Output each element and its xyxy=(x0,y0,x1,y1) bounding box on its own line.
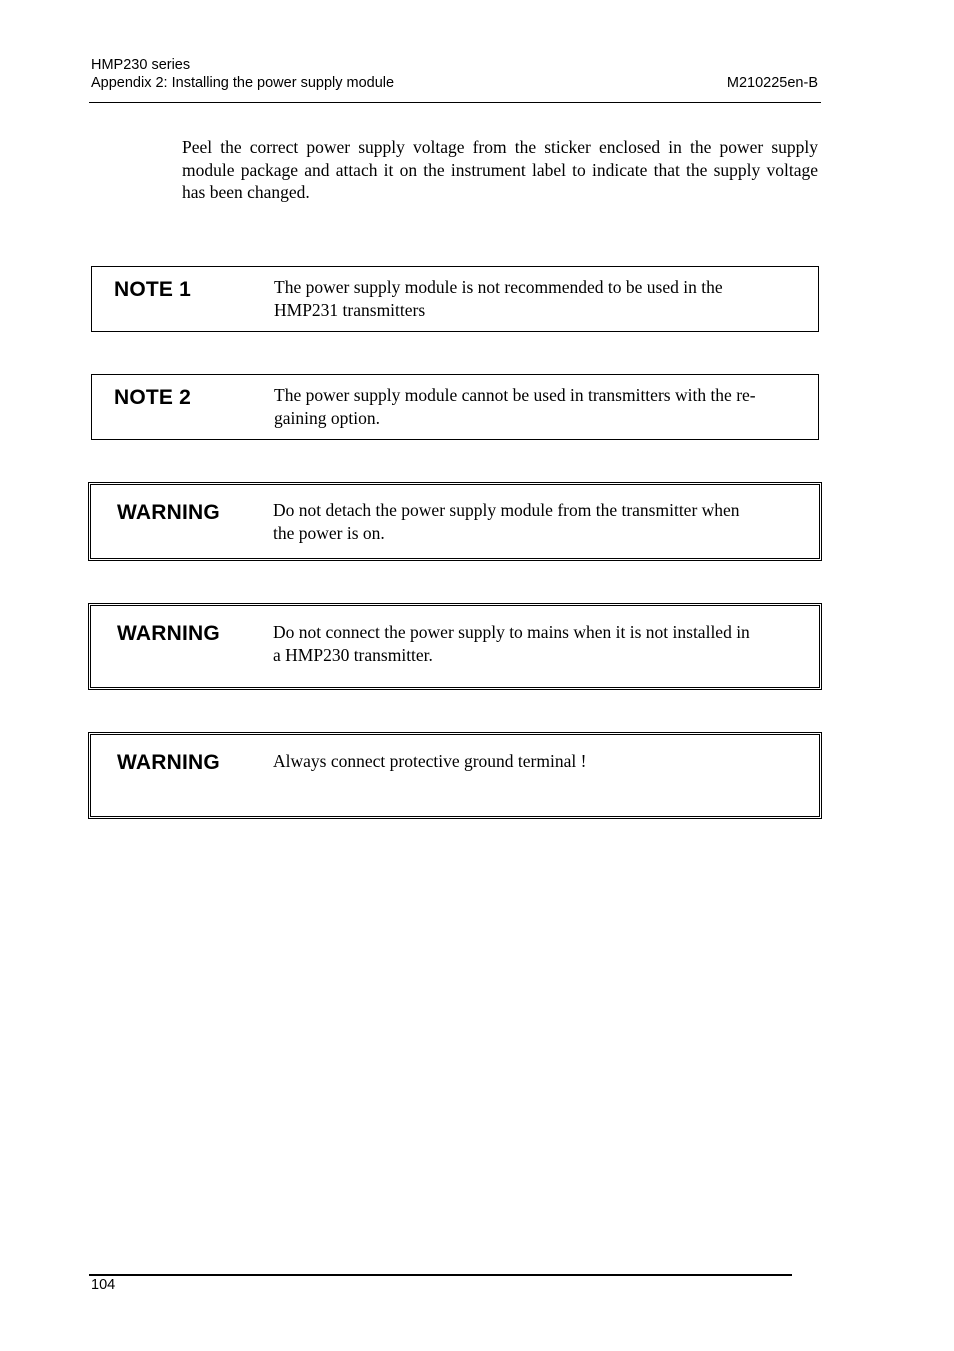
warning-box-2 xyxy=(88,603,822,690)
footer-divider xyxy=(89,1274,792,1276)
warning-text xyxy=(273,499,740,544)
warning-text-line: Do not detach the power supply module from the transmitter when xyxy=(273,500,740,520)
warning-box-1 xyxy=(88,482,822,561)
header-section-title: Appendix 2: Installing the power supply module xyxy=(91,75,395,91)
page-number: 104 xyxy=(91,1277,116,1293)
warning-text-line: a HMP230 transmitter. xyxy=(273,644,433,665)
note-box-2 xyxy=(91,374,819,440)
note-label: NOTE 2 xyxy=(114,386,192,409)
warning-label: WARNING xyxy=(117,501,220,524)
note-text xyxy=(274,276,723,321)
note-label: NOTE 1 xyxy=(114,278,192,301)
note-text-line: HMP231 transmitters xyxy=(274,299,426,320)
intro-paragraph: Peel the correct power supply voltage from the sticker enclosed in the power supply module package and attach it on the instrument label to indicate that the supply voltage has been changed. xyxy=(182,137,818,202)
warning-text-line: Always connect protective ground terminal ! xyxy=(273,751,587,771)
warning-text xyxy=(273,750,586,773)
note-text xyxy=(274,384,756,429)
header-document-code: M210225en-B xyxy=(726,75,818,91)
warning-label: WARNING xyxy=(117,622,220,645)
warning-text-line: the power is on. xyxy=(273,522,385,543)
page-header xyxy=(91,56,818,92)
warning-box-3 xyxy=(88,732,822,819)
note-text-line: The power supply module cannot be used in transmitters with the re- xyxy=(274,385,756,405)
warning-text xyxy=(273,621,750,666)
warning-text-line: Do not connect the power supply to mains when it is not installed in xyxy=(273,622,750,642)
note-text-line: gaining option. xyxy=(274,407,380,428)
note-box-1 xyxy=(91,266,819,332)
header-row xyxy=(91,74,818,92)
header-divider xyxy=(89,102,821,103)
note-text-line: The power supply module is not recommended to be used in the xyxy=(274,277,723,297)
warning-label: WARNING xyxy=(117,751,220,774)
header-series: HMP230 series xyxy=(91,57,191,73)
